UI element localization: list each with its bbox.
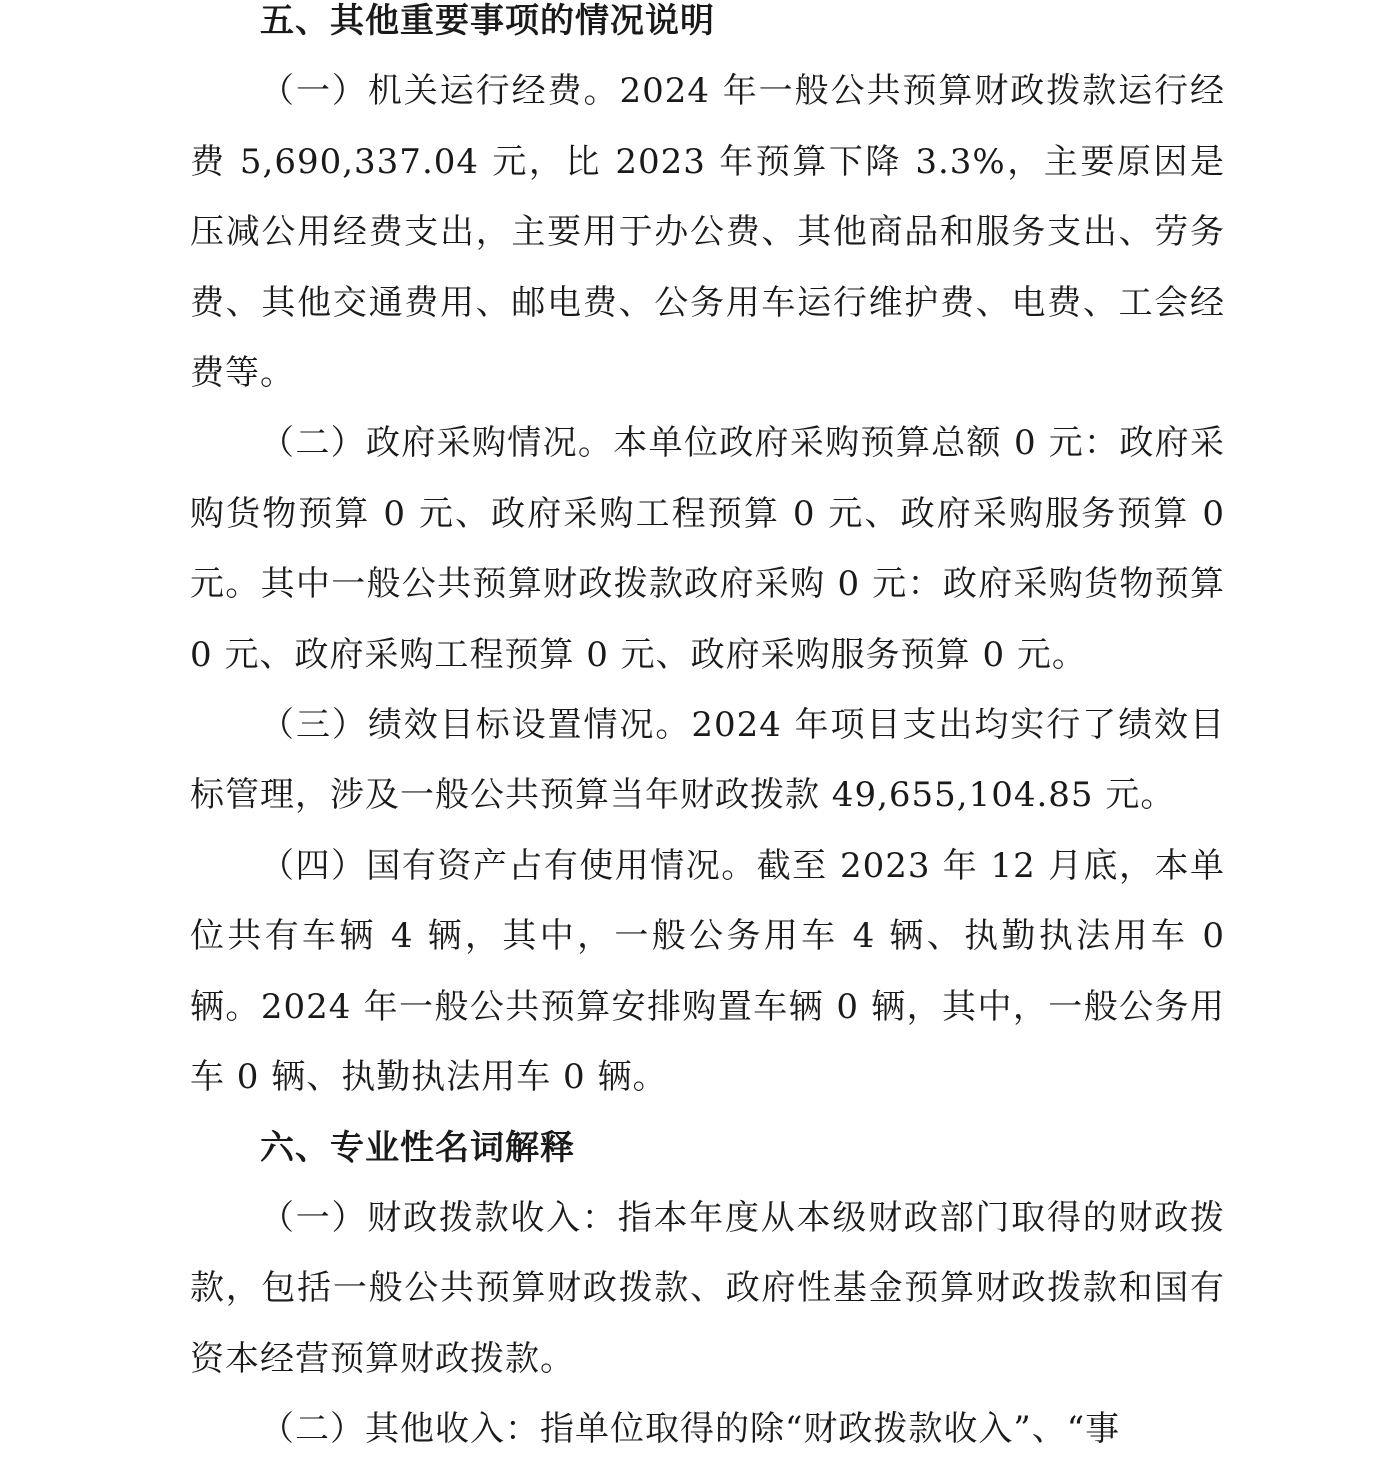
paragraph-fiscal-appropriation-income: [190, 1183, 1225, 1394]
paragraph-text: 截至 2023 年 12 月底，本单位共有车辆 4 辆，其中，一般公务用车 4 辆、执勤执法用车 0 辆。2024 年一般公共预算安排购置车辆 0 辆，其中，一般公务用车 0 辆、执勤执法用车 0 辆。: [190, 845, 1225, 1098]
paragraph-text: 2024 年项目支出均实行了绩效目标管理，涉及一般公共预算当年财政拨款 49,655,104.85 元。: [190, 705, 1225, 816]
paragraph-performance-targets: [190, 690, 1225, 831]
paragraph-lead: （二）其他收入：: [260, 1409, 540, 1450]
paragraph-government-procurement: [190, 408, 1225, 690]
paragraph-lead: （三）绩效目标设置情况。: [260, 705, 692, 746]
document-body: [190, 0, 1225, 1465]
section-heading: 六、专业性名词解释: [260, 1127, 575, 1168]
paragraph-lead: （一）财政拨款收入：: [260, 1197, 618, 1238]
paragraph-lead: （四）国有资产占有使用情况。: [260, 845, 757, 886]
section-heading: 五、其他重要事项的情况说明: [260, 1, 715, 41]
paragraph-admin-operating-expenses: [190, 56, 1225, 408]
paragraph-other-income: [190, 1394, 1225, 1464]
paragraph-text: 本单位政府采购预算总额 0 元：政府采购货物预算 0 元、政府采购工程预算 0 元、政府采购服务预算 0 元。其中一般公共预算财政拨款政府采购 0 元：政府采购货物预算 0 元、政府采购工程预算 0 元、政府采购服务预算 0 元。: [190, 423, 1226, 675]
paragraph-text: 指单位取得的除“财政拨款收入”、“事: [540, 1409, 1121, 1450]
paragraph-lead: （一）机关运行经费。: [260, 71, 620, 112]
paragraph-text: 指本年度从本级财政部门取得的财政拨款，包括一般公共预算财政拨款、政府性基金预算财政拨款和国有资本经营预算财政拨款。: [190, 1197, 1226, 1379]
paragraph-state-assets: [190, 831, 1225, 1113]
paragraph-lead: （二）政府采购情况。: [260, 423, 614, 464]
paragraph-text: 2024 年一般公共预算财政拨款运行经费 5,690,337.04 元，比 2023 年预算下降 3.3%，主要原因是压减公用经费支出，主要用于办公费、其他商品和服务支出、劳务费、其他交通费用、邮电费、公务用车运行维护费、电费、工会经费等。: [190, 71, 1226, 394]
